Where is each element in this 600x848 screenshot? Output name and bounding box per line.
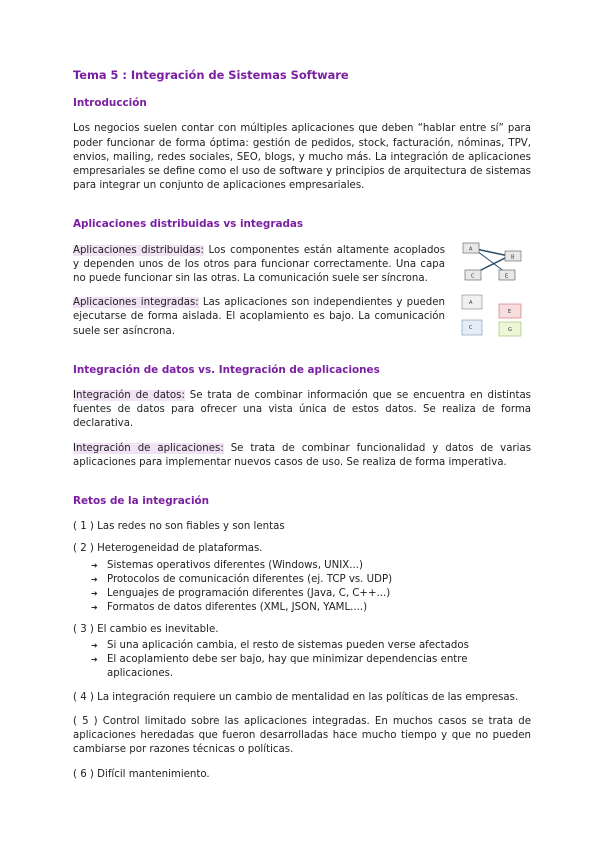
integrated-diagram bbox=[461, 294, 531, 338]
integrated-term: Aplicaciones integradas: bbox=[73, 297, 199, 309]
challenge-3-text: ( 3 ) El cambio es inevitable. bbox=[73, 623, 219, 635]
intro-heading: Introducción bbox=[73, 97, 147, 110]
challenge-6: ( 6 ) Difícil mantenimiento. bbox=[73, 768, 210, 780]
fig2-label-3: G bbox=[508, 327, 512, 334]
data-integration-text: Se trata de combinar información que se encuentra en distintas fuentes de datos para ofrecer una vista única de estos datos. Se realiza de forma declarativa. bbox=[73, 390, 531, 430]
fig1-label-0: A bbox=[469, 246, 473, 253]
challenge-2-list bbox=[73, 559, 531, 615]
list-item: ➔ El acoplamiento debe ser bajo, hay que minimizar dependencias entre aplicaciones. bbox=[91, 653, 468, 679]
challenge-5: ( 5 ) Control limitado sobre las aplicaciones integradas. En muchos casos se trata de aplicaciones heredadas que fueron desarrolladas hace mucho tiempo y que no pueden cambiarse por razones técnicas o políticas. bbox=[73, 716, 531, 756]
apps-heading: Aplicaciones distribuidas vs integradas bbox=[73, 218, 304, 231]
challenge-2 bbox=[73, 542, 531, 614]
distributed-paragraph bbox=[73, 244, 445, 287]
fig1-label-3: E bbox=[505, 273, 509, 280]
arrow-icon: ➔ bbox=[91, 560, 98, 570]
data-integration-section bbox=[73, 363, 531, 470]
fig1-label-2: C bbox=[471, 273, 475, 280]
fig2-label-1: E bbox=[508, 309, 512, 316]
challenges-heading: Retos de la integración bbox=[73, 495, 210, 508]
challenge-1: ( 1 ) Las redes no son fiables y son lentas bbox=[73, 521, 285, 533]
challenge-2-text: ( 2 ) Heterogeneidad de plataformas. bbox=[73, 543, 263, 555]
integrated-row bbox=[73, 296, 531, 339]
distributed-text: Los componentes están altamente acoplados y dependen unos de los otros para funcionar correctamente. Una capa no puede funcionar sin las otras. La comunicación suele ser síncrona. bbox=[73, 244, 445, 285]
arrow-icon: ➔ bbox=[91, 588, 98, 598]
list-item: ➔ Formatos de datos diferentes (XML, JSON, YAML....) bbox=[91, 601, 368, 613]
distributed-term: Aplicaciones distribuidas: bbox=[73, 244, 204, 256]
list-item: ➔ Lenguajes de programación diferentes (Java, C, C++...) bbox=[91, 587, 391, 599]
integrated-text: Las aplicaciones son independientes y pueden ejecutarse de forma aislada. El acoplamiento es bajo. La comunicación suele ser asíncrona. bbox=[73, 297, 446, 337]
app-integration-text: Se trata de combinar funcionalidad y datos de varias aplicaciones para implementar nuevos casos de uso. Se realiza de forma imperativa. bbox=[73, 442, 532, 468]
arrow-icon: ➔ bbox=[91, 574, 98, 584]
intro-section bbox=[73, 96, 531, 193]
app-integration-paragraph bbox=[73, 442, 531, 470]
intro-text: Los negocios suelen contar con múltiples aplicaciones que deben “hablar entre sí” para poder funcionar de forma óptima: gestión de pedidos, stock, facturación, nóminas, TPV, envios, mailing, redes sociales, SEO, blogs, y mucho más. La integración de aplicaciones empresariales se define como el uso de software y principios de arquitectura de sistemas para integrar un conjunto de aplicaciones empresariales. bbox=[73, 123, 531, 192]
data-integration-heading: Integración de datos vs. Integración de aplicaciones bbox=[73, 363, 380, 376]
integrated-paragraph bbox=[73, 296, 445, 339]
fig2-label-2: C bbox=[469, 325, 473, 332]
challenge-4: ( 4 ) La integración requiere un cambio de mentalidad en las políticas de las empresas. bbox=[73, 691, 519, 703]
data-integration-term: Integración de datos: bbox=[73, 390, 185, 402]
list-item: ➔ Protocolos de comunicación diferentes (ej. TCP vs. UDP) bbox=[91, 573, 393, 585]
data-integration-paragraph bbox=[73, 389, 531, 432]
challenge-3 bbox=[73, 623, 531, 681]
document-page bbox=[73, 68, 531, 799]
apps-section bbox=[73, 217, 531, 338]
arrow-icon: ➔ bbox=[91, 602, 98, 612]
page-title: Tema 5 : Integración de Sistemas Software bbox=[73, 68, 349, 82]
challenge-3-list bbox=[73, 639, 531, 681]
distributed-diagram bbox=[461, 242, 531, 286]
list-item: ➔ Si una aplicación cambia, el resto de sistemas pueden verse afectados bbox=[91, 639, 469, 651]
arrow-icon: ➔ bbox=[91, 640, 98, 650]
app-integration-term: Integración de aplicaciones: bbox=[73, 442, 224, 454]
distributed-row bbox=[73, 244, 531, 287]
list-item: ➔ Sistemas operativos diferentes (Windows, UNIX...) bbox=[91, 559, 363, 571]
fig2-label-0: A bbox=[469, 300, 473, 307]
fig1-label-1: B bbox=[511, 254, 515, 261]
challenges-section bbox=[73, 494, 531, 782]
arrow-icon: ➔ bbox=[91, 654, 98, 664]
